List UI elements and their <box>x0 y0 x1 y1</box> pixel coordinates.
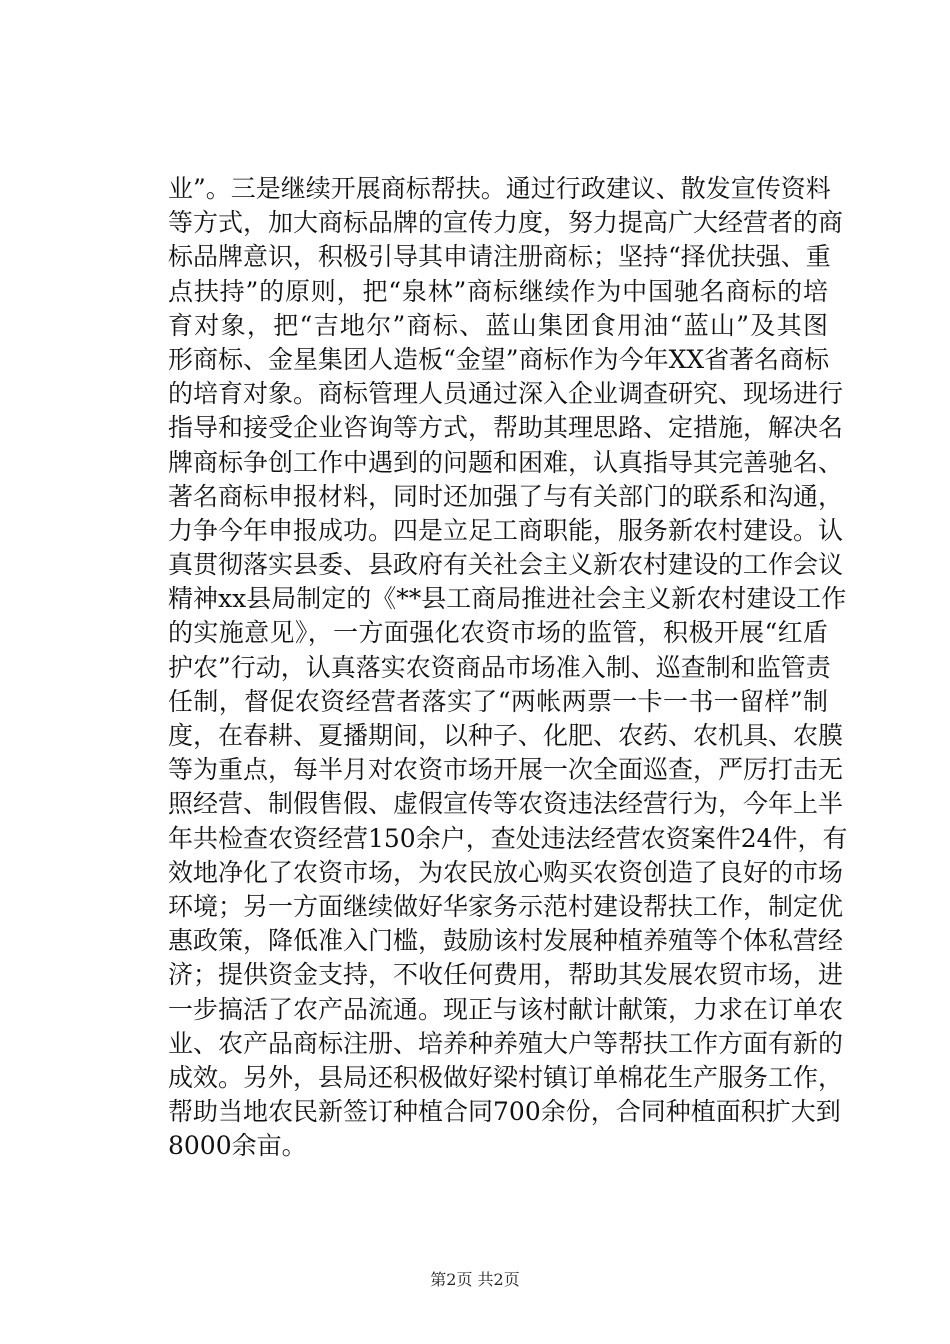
text-line: 业”。三是继续开展商标帮扶。通过行政建议、散发宣传资料 <box>168 174 831 203</box>
text-line: 等为重点，每半月对农资市场开展一次全面巡查，严厉打击无 <box>168 755 844 785</box>
text-line: 成效。另外，县局还积极做好梁村镇订单棉花生产服务工作， <box>168 1062 844 1092</box>
text-line: 护农”行动，认真落实农资商品市场准入制、巡查制和监管责 <box>168 652 831 682</box>
text-line: 一步搞活了农产品流通。现正与该村献计献策，力求在订单农 <box>168 994 844 1024</box>
text-line: 效地净化了农资市场，为农民放心购买农资创造了良好的市场 <box>168 857 844 887</box>
text-line: 照经营、制假售假、虚假宣传等农资违法经营行为，今年上半 <box>168 789 844 819</box>
text-line: 年共检查农资经营150余户，查处违法经营农资案件24件，有 <box>168 823 848 853</box>
text-line: 业、农产品商标注册、培养种养殖大户等帮扶工作方面有新的 <box>168 1028 844 1058</box>
text-line: 等方式，加大商标品牌的宣传力度，努力提高广大经营者的商 <box>168 208 844 238</box>
body-paragraph <box>168 172 848 1163</box>
text-line: 的培育对象。商标管理人员通过深入企业调查研究、现场进行 <box>168 379 844 409</box>
text-line: 力争今年申报成功。四是立足工商职能，服务新农村建设。认 <box>168 515 844 545</box>
text-line: 育对象，把“吉地尔”商标、蓝山集团食用油“蓝山”及其图 <box>168 310 828 340</box>
text-line: 的实施意见》，一方面强化农资市场的监管，积极开展“红盾 <box>168 618 828 648</box>
text-line: 标品牌意识，积极引导其申请注册商标；坚持“择优扶强、重 <box>168 242 831 272</box>
text-line: 真贯彻落实县委、县政府有关社会主义新农村建设的工作会议 <box>168 550 844 580</box>
text-line: 济；提供资金支持，不收任何费用，帮助其发展农贸市场，进 <box>168 960 844 990</box>
text-line: 惠政策，降低准入门槛，鼓励该村发展种植养殖等个体私营经 <box>168 926 844 956</box>
text-line: 精神xx县局制定的《**县工商局推进社会主义新农村建设工作 <box>168 584 847 614</box>
page-footer: 第2页 共2页 <box>430 1270 520 1289</box>
text-line: 牌商标争创工作中遇到的问题和困难，认真指导其完善驰名、 <box>168 447 844 477</box>
text-line: 形商标、金星集团人造板“金望”商标作为今年XX省著名商标 <box>168 344 830 374</box>
text-line: 8000余亩。 <box>168 1131 307 1161</box>
text-line: 任制，督促农资经营者落实了“两帐两票一卡一书一留样”制 <box>168 686 828 716</box>
text-line: 点扶持”的原则，把“泉林”商标继续作为中国驰名商标的培 <box>168 276 828 306</box>
text-line: 帮助当地农民新签订种植合同700余份，合同种植面积扩大到 <box>168 1097 841 1127</box>
text-line: 著名商标申报材料，同时还加强了与有关部门的联系和沟通， <box>168 481 844 511</box>
text-line: 指导和接受企业咨询等方式，帮助其理思路、定措施，解决名 <box>168 413 844 443</box>
text-line: 环境；另一方面继续做好华家务示范村建设帮扶工作，制定优 <box>168 891 844 921</box>
text-line: 度，在春耕、夏播期间，以种子、化肥、农药、农机具、农膜 <box>168 721 844 750</box>
